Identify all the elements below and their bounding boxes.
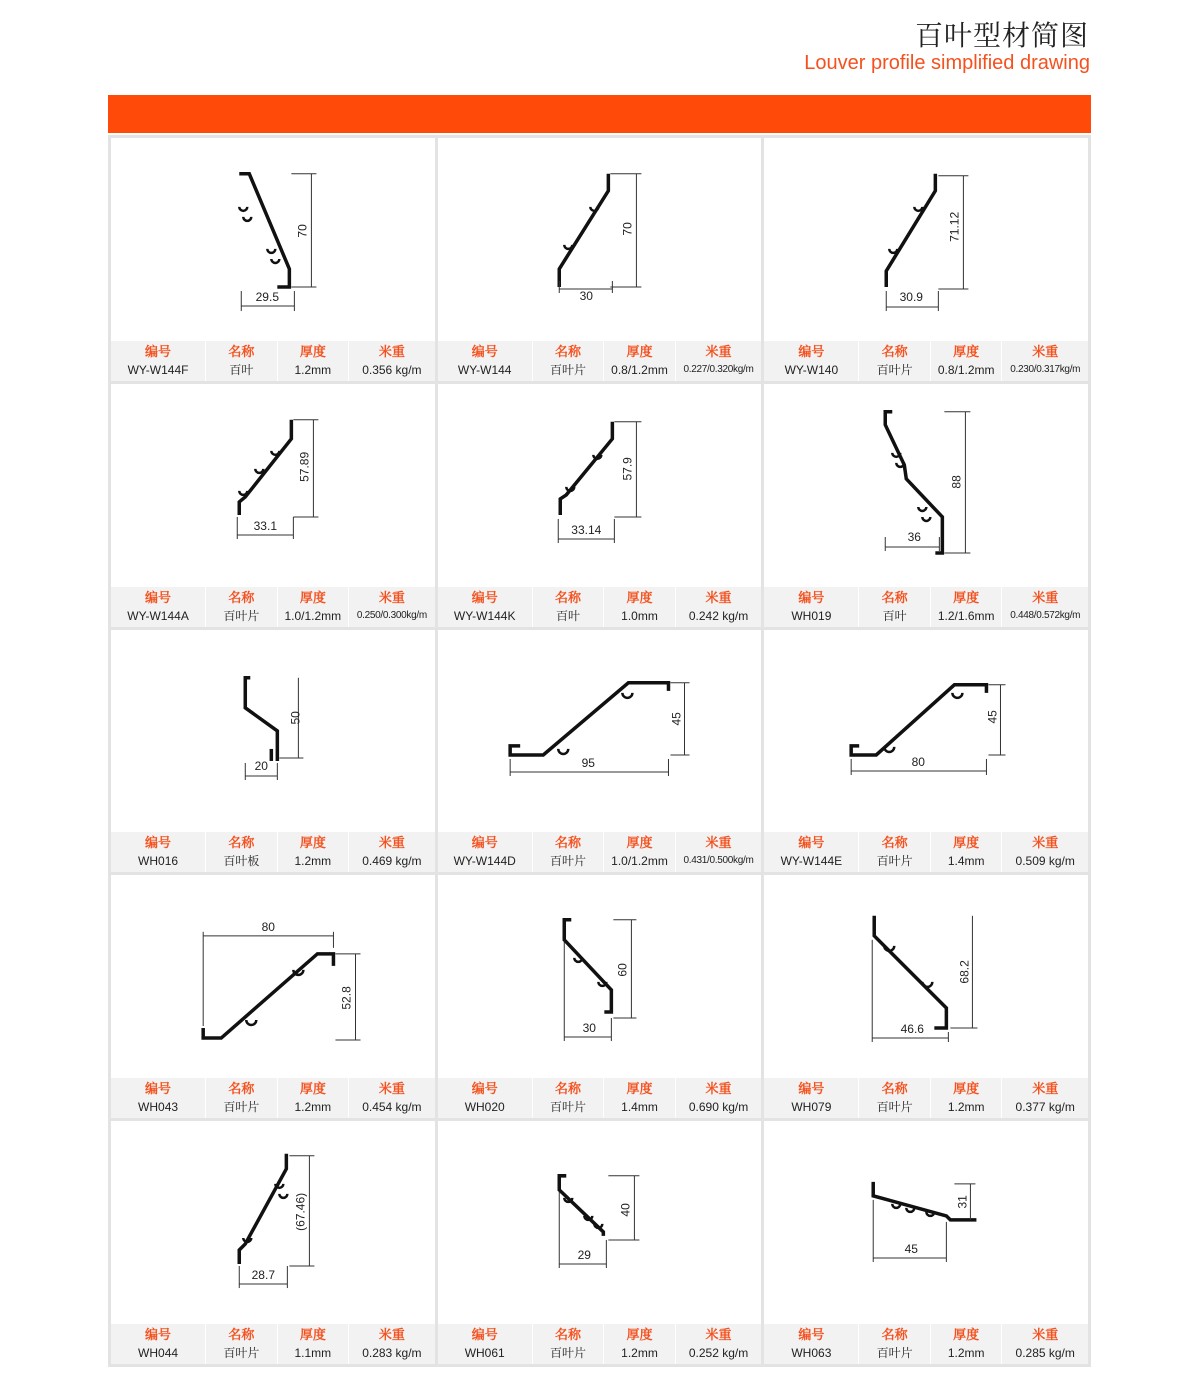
weight-label: 米重 (378, 835, 405, 851)
profile-shape (510, 682, 668, 754)
weight-label: 米重 (1032, 343, 1059, 359)
profile-shape (245, 677, 277, 760)
profile-drawing (438, 138, 762, 341)
weight-label: 米重 (378, 343, 405, 359)
height-label: 88 (949, 475, 964, 489)
profile-shape (564, 920, 611, 1012)
weight-value: 0.377 kg/m (1015, 1100, 1075, 1115)
height-label: 40 (618, 1203, 633, 1217)
profile-shape (559, 1176, 603, 1236)
profile-drawing (764, 630, 1088, 833)
width-label: 46.6 (900, 1022, 925, 1037)
weight-value: 0.250/0.300kg/m (356, 609, 427, 621)
thickness-label: 厚度 (953, 343, 980, 359)
code-value: WY-W144K (453, 608, 516, 623)
thickness-label: 厚度 (299, 1081, 326, 1097)
profile-drawing (111, 875, 435, 1078)
profile-grid (108, 135, 1091, 1367)
spec-table (438, 587, 762, 627)
code-label: 编号 (471, 1081, 498, 1097)
code-value: WH016 (138, 854, 179, 869)
profile-drawing (764, 138, 1088, 341)
profile-drawing (438, 630, 762, 833)
width-label: 80 (911, 754, 926, 769)
width-label: 80 (261, 920, 276, 935)
spec-table (764, 1078, 1088, 1118)
weight-label: 米重 (378, 1081, 405, 1097)
dimension-lines (852, 684, 1006, 774)
name-value: 百叶 (229, 362, 254, 377)
name-label: 名称 (881, 343, 908, 359)
thickness-label: 厚度 (299, 343, 326, 359)
profile-drawing (438, 875, 762, 1078)
code-value: WH063 (791, 1346, 832, 1360)
height-label: 57.9 (620, 456, 635, 481)
profile-drawing (111, 384, 435, 587)
code-value: WH044 (138, 1346, 179, 1360)
code-value: WH061 (464, 1346, 505, 1360)
code-label: 编号 (145, 343, 172, 359)
profile-card (764, 1121, 1088, 1364)
weight-label: 米重 (378, 589, 405, 605)
height-label: 60 (615, 963, 630, 977)
spec-table (764, 341, 1088, 381)
spec-table (111, 587, 435, 627)
weight-label: 米重 (1032, 1081, 1059, 1097)
spec-table (764, 587, 1088, 627)
thickness-value: 1.0/1.2mm (284, 608, 342, 623)
name-value: 百叶片 (223, 608, 260, 623)
thickness-value: 1.2mm (947, 1100, 985, 1115)
profile-shape (239, 1154, 287, 1264)
weight-label: 米重 (705, 835, 732, 851)
code-label: 编号 (145, 589, 172, 605)
code-label: 编号 (798, 1327, 825, 1342)
profile-card (438, 138, 762, 381)
thickness-value: 1.4mm (621, 1100, 658, 1115)
code-value: WY-W144F (127, 362, 189, 377)
height-label: 52.8 (339, 986, 354, 1011)
thickness-value: 1.2mm (294, 854, 332, 869)
thickness-label: 厚度 (626, 1327, 653, 1342)
profile-card (764, 630, 1088, 873)
thickness-label: 厚度 (953, 1081, 980, 1097)
name-label: 名称 (228, 343, 255, 359)
name-label: 名称 (554, 589, 581, 605)
thickness-value: 1.1mm (294, 1346, 332, 1360)
width-label: 30 (582, 1021, 596, 1036)
weight-label: 米重 (705, 1081, 732, 1097)
thickness-label: 厚度 (299, 1327, 326, 1342)
code-label: 编号 (145, 1081, 172, 1097)
width-label: 28.7 (251, 1268, 276, 1283)
page-title-cn: 百叶型材简图 (914, 20, 1089, 51)
name-value: 百叶片 (876, 854, 913, 869)
header-accent-bar (108, 95, 1091, 133)
profile-drawing (111, 138, 435, 341)
profile-shape (887, 174, 936, 287)
thickness-value: 1.4mm (947, 854, 985, 869)
weight-value: 0.283 kg/m (362, 1346, 422, 1360)
name-value: 百叶 (555, 608, 580, 623)
spec-table (111, 341, 435, 381)
weight-value: 0.448/0.572kg/m (1010, 609, 1081, 621)
name-label: 名称 (228, 835, 255, 851)
name-value: 百叶片 (549, 362, 586, 377)
width-label: 36 (907, 529, 922, 544)
height-label: 50 (288, 710, 303, 725)
code-value: WH043 (138, 1100, 179, 1115)
name-value: 百叶片 (876, 1346, 913, 1360)
weight-value: 0.454 kg/m (362, 1100, 422, 1115)
weight-value: 0.690 kg/m (688, 1100, 749, 1115)
thickness-label: 厚度 (953, 589, 980, 605)
weight-label: 米重 (705, 343, 732, 359)
weight-label: 米重 (1032, 1327, 1059, 1342)
code-label: 编号 (798, 343, 825, 359)
name-label: 名称 (554, 1327, 581, 1342)
spec-table (111, 1078, 435, 1118)
profile-shape (203, 954, 333, 1038)
width-label: 33.1 (253, 518, 278, 533)
thickness-label: 厚度 (626, 343, 653, 359)
height-label: 71.12 (947, 211, 962, 242)
height-label: 68.2 (957, 960, 972, 984)
weight-value: 0.285 kg/m (1015, 1346, 1075, 1360)
thickness-label: 厚度 (299, 589, 326, 605)
spec-table (764, 832, 1088, 872)
profile-drawing (438, 1121, 762, 1324)
weight-value: 0.252 kg/m (688, 1346, 749, 1360)
code-label: 编号 (145, 1327, 172, 1342)
thickness-value: 1.0mm (621, 608, 658, 623)
page-title-en: Louver profile simplified drawing (804, 52, 1090, 74)
spec-table (764, 1324, 1088, 1364)
weight-value: 0.230/0.317kg/m (1010, 363, 1081, 375)
width-label: 29 (577, 1248, 591, 1263)
code-value: WY-W144 (457, 362, 512, 377)
thickness-value: 1.2/1.6mm (937, 608, 995, 623)
height-label: 70 (295, 224, 310, 238)
thickness-value: 1.2mm (294, 1100, 332, 1115)
profile-shape (560, 422, 612, 515)
name-label: 名称 (554, 835, 581, 851)
weight-value: 0.356 kg/m (362, 362, 422, 377)
name-label: 名称 (881, 589, 908, 605)
profile-drawing (764, 384, 1088, 587)
weight-label: 米重 (378, 1327, 405, 1342)
thickness-label: 厚度 (953, 1327, 980, 1342)
code-value: WH020 (464, 1100, 505, 1115)
code-label: 编号 (798, 589, 825, 605)
name-label: 名称 (228, 589, 255, 605)
name-value: 百叶片 (876, 1100, 913, 1115)
name-value: 百叶片 (549, 1100, 586, 1115)
profile-card (438, 875, 762, 1118)
profile-card (764, 875, 1088, 1118)
thickness-value: 1.2mm (294, 362, 332, 377)
spec-table (438, 341, 762, 381)
height-label: (67.46) (293, 1193, 308, 1232)
weight-value: 0.469 kg/m (362, 854, 422, 869)
name-label: 名称 (881, 835, 908, 851)
width-label: 33.14 (570, 522, 602, 537)
spec-table (438, 1324, 762, 1364)
profile-shape (559, 174, 608, 287)
name-value: 百叶片 (549, 854, 586, 869)
code-value: WH079 (791, 1100, 832, 1115)
name-label: 名称 (881, 1327, 908, 1342)
name-label: 名称 (228, 1327, 255, 1342)
weight-value: 0.227/0.320kg/m (683, 363, 754, 375)
profile-card (764, 138, 1088, 381)
thickness-label: 厚度 (626, 1081, 653, 1097)
height-label: 45 (669, 711, 684, 726)
profile-card (111, 384, 435, 627)
name-label: 名称 (554, 343, 581, 359)
profile-card (438, 1121, 762, 1364)
code-label: 编号 (471, 1327, 498, 1342)
profile-card (111, 138, 435, 381)
name-value: 百叶片 (549, 1346, 586, 1360)
name-value: 百叶片 (876, 362, 913, 377)
weight-value: 0.431/0.500kg/m (683, 855, 754, 867)
profile-card (111, 1121, 435, 1364)
weight-value: 0.509 kg/m (1015, 854, 1075, 869)
code-label: 编号 (471, 343, 498, 359)
name-label: 名称 (881, 1081, 908, 1097)
spec-table (111, 832, 435, 872)
width-label: 45 (904, 1242, 919, 1257)
code-value: WY-W144D (453, 854, 516, 869)
weight-label: 米重 (1032, 835, 1059, 851)
profile-drawing (764, 1121, 1088, 1324)
height-label: 45 (985, 709, 1000, 724)
thickness-value: 1.2mm (947, 1346, 985, 1360)
code-value: WY-W144E (780, 854, 843, 869)
profile-card (111, 875, 435, 1118)
code-label: 编号 (798, 1081, 825, 1097)
thickness-value: 0.8/1.2mm (611, 362, 668, 377)
height-label: 31 (955, 1195, 970, 1209)
thickness-label: 厚度 (626, 589, 653, 605)
profile-drawing (438, 384, 762, 587)
width-label: 30.9 (899, 290, 924, 305)
profile-card (111, 630, 435, 873)
width-label: 95 (581, 755, 595, 770)
width-label: 20 (254, 758, 268, 773)
name-value: 百叶板 (223, 854, 260, 869)
code-label: 编号 (798, 835, 825, 851)
profile-shape (239, 174, 289, 287)
width-label: 29.5 (255, 290, 280, 305)
name-value: 百叶片 (223, 1346, 260, 1360)
thickness-value: 1.0/1.2mm (611, 854, 668, 869)
profile-drawing (111, 630, 435, 833)
dimension-lines (887, 176, 969, 311)
thickness-label: 厚度 (953, 835, 980, 851)
dimension-lines (510, 682, 689, 775)
weight-label: 米重 (705, 589, 732, 605)
height-label: 70 (620, 222, 635, 236)
code-value: WY-W140 (784, 362, 839, 377)
profile-drawing (111, 1121, 435, 1324)
profile-shape (875, 916, 947, 1028)
weight-label: 米重 (1032, 589, 1059, 605)
weight-value: 0.242 kg/m (688, 608, 749, 623)
spec-table (438, 1078, 762, 1118)
code-value: WH019 (791, 608, 832, 623)
code-label: 编号 (471, 589, 498, 605)
height-label: 57.89 (297, 451, 312, 482)
name-label: 名称 (228, 1081, 255, 1097)
spec-table (111, 1324, 435, 1364)
profile-shape (239, 420, 291, 515)
code-label: 编号 (145, 835, 172, 851)
thickness-label: 厚度 (299, 835, 326, 851)
thickness-value: 0.8/1.2mm (937, 362, 995, 377)
width-label: 30 (579, 289, 593, 304)
dimension-lines (559, 1176, 639, 1268)
name-value: 百叶 (882, 608, 907, 623)
profile-card (764, 384, 1088, 627)
code-label: 编号 (471, 835, 498, 851)
profile-card (438, 630, 762, 873)
profile-drawing (764, 875, 1088, 1078)
name-label: 名称 (554, 1081, 581, 1097)
weight-label: 米重 (705, 1327, 732, 1342)
thickness-label: 厚度 (626, 835, 653, 851)
thickness-value: 1.2mm (621, 1346, 658, 1360)
profile-card (438, 384, 762, 627)
profile-shape (852, 684, 987, 754)
name-value: 百叶片 (223, 1100, 260, 1115)
spec-table (438, 832, 762, 872)
code-value: WY-W144A (127, 608, 189, 623)
